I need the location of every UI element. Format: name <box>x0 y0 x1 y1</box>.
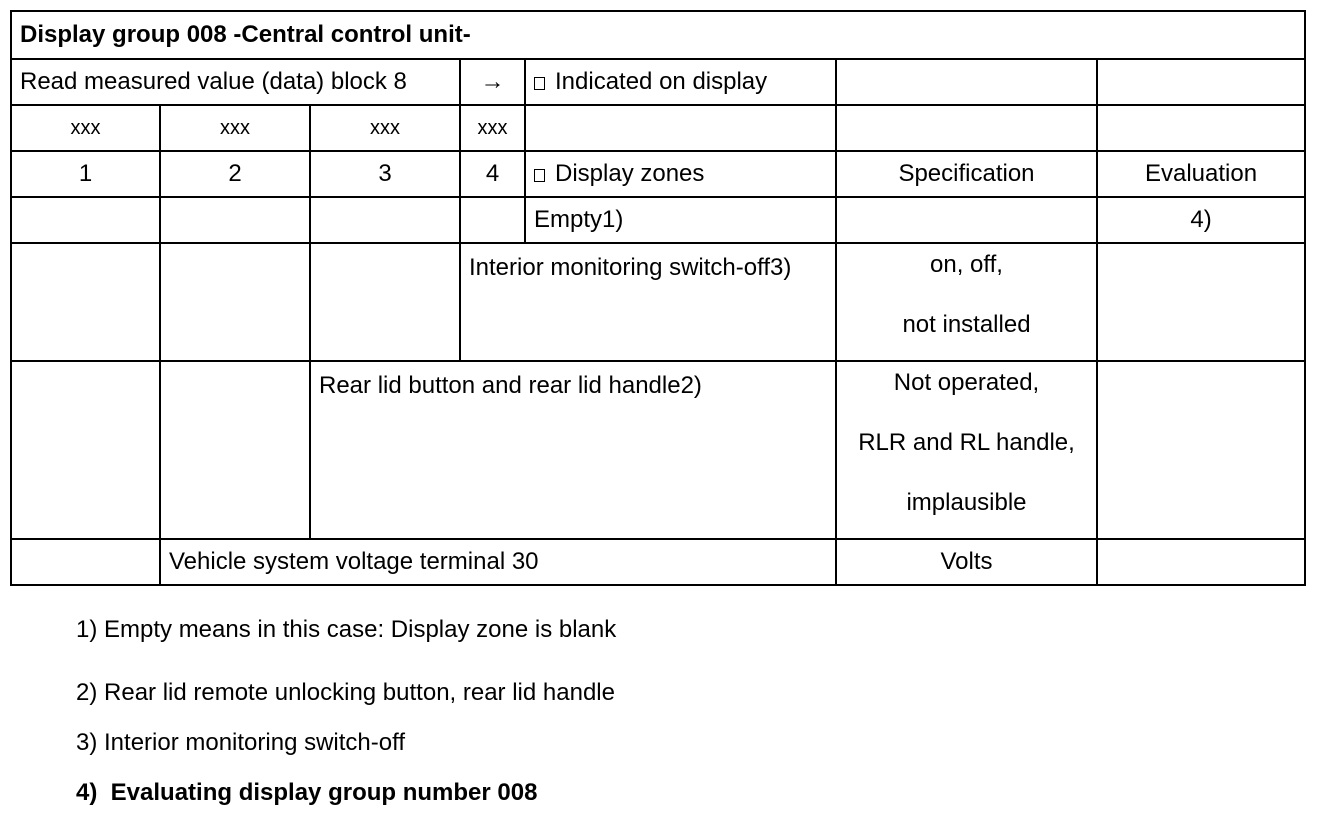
footnote-1: 1) Empty means in this case: Display zone is blank <box>76 616 617 643</box>
row-voltage-spec: Volts <box>836 539 1097 585</box>
read-block-label: Read measured value (data) block 8 <box>11 59 460 105</box>
specification-header: Specification <box>836 151 1097 197</box>
empty-cell <box>525 105 836 151</box>
display-zones-header: Display zones <box>525 151 836 197</box>
empty-cell <box>1097 105 1305 151</box>
indicated-on-display-label: Indicated on display <box>525 59 836 105</box>
zone-value-4: xxx <box>460 105 525 151</box>
display-group-table <box>10 10 1306 586</box>
row-rear-lid-label: Rear lid button and rear lid handle2) <box>310 361 836 539</box>
empty-cell <box>310 197 460 243</box>
row-voltage-label: Vehicle system voltage terminal 30 <box>160 539 836 585</box>
checkbox-icon <box>534 169 545 182</box>
zone-number-1: 1 <box>11 151 160 197</box>
zone-number-2: 2 <box>160 151 310 197</box>
row-interior-spec: on, off, not installed <box>836 243 1097 361</box>
empty-cell <box>11 243 160 361</box>
row-empty-label: Empty1) <box>525 197 836 243</box>
table-title: Display group 008 -Central control unit- <box>11 11 1305 59</box>
row-rear-lid-spec: Not operated, RLR and RL handle, implausible <box>836 361 1097 539</box>
empty-cell <box>460 197 525 243</box>
zone-number-3: 3 <box>310 151 460 197</box>
footnote-3: 3) Interior monitoring switch-off <box>76 729 406 756</box>
zone-value-1: xxx <box>11 105 160 151</box>
empty-cell <box>11 361 160 539</box>
zone-number-4: 4 <box>460 151 525 197</box>
empty-cell <box>836 105 1097 151</box>
empty-cell <box>1097 59 1305 105</box>
empty-cell <box>11 197 160 243</box>
footnote-2: 2) Rear lid remote unlocking button, rear lid handle <box>76 679 615 706</box>
row-empty-evaluation: 4) <box>1097 197 1305 243</box>
empty-cell <box>1097 539 1305 585</box>
row-interior-label: Interior monitoring switch-off3) <box>460 243 836 361</box>
empty-cell <box>836 197 1097 243</box>
arrow-icon: → <box>460 59 525 105</box>
zone-value-2: xxx <box>160 105 310 151</box>
empty-cell <box>310 243 460 361</box>
empty-cell <box>1097 243 1305 361</box>
empty-cell <box>1097 361 1305 539</box>
checkbox-icon <box>534 77 545 90</box>
zone-value-3: xxx <box>310 105 460 151</box>
empty-cell <box>160 361 310 539</box>
footnote-4: 4) Evaluating display group number 008 <box>76 779 538 806</box>
empty-cell <box>160 197 310 243</box>
empty-cell <box>11 539 160 585</box>
empty-cell <box>160 243 310 361</box>
empty-cell <box>836 59 1097 105</box>
evaluation-header: Evaluation <box>1097 151 1305 197</box>
